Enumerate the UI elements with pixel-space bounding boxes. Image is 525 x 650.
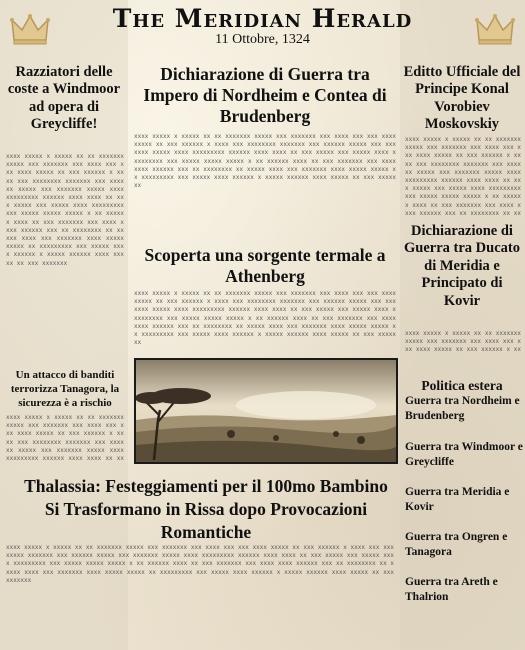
- article-body: xxxx xxxxx x xxxxx xx xx xxxxxxx xxxxx xxx xxxxxxx xxx xxxx xxx xxx xxxx xxxxx xx xxx xxxxxx x xxxx xxx xxxxxxxx xxxxxxx xxx xxxxxx xxxxx xxx xxxxxxx xxxxx xxxx xxxxxxxxx xxxxxx xxxx xxxx xx xxx xxxxx xxx xxxxx xxxx xxxxxxxxx xxx xxxxx xxxxx xxxxx x xx xxxxxx xxxx xx xxx xxxxxxx xxx xxxx xxxx xxxxxx xxx xx xxxxxxxx xx xxxxx xxxx xxx xxxxxxx xxxx xxxxx xxxxx xx xxxxxxxxx xxx xxxxx xxxx xxxxxx x xxxxx xxxxxx xxxx xxxxx xx xxx xxxxxxx: [134, 133, 396, 190]
- article-body: xxxx xxxxx x xxxxx xx xx xxxxxxx xxxxx xxx xxxxxxx xxx xxxx xxx xxx xxxx xxxxx xx xxx xxxxxx x xxxx xxx xxxxxxxx xxxxxxx xxx xxxxxx xxxxx xxx xxxxxxx xxxxx xxxx xxxxxxxxx xxxxxx xxxx xxxx xx xxx xxxxx xxx xxxxx xxxx xxxxxxxxx xxx xxxxx xxxxx xxxxx x xx xxxxxx xxxx xx xxx xxxxxxx xxx xxxx xxxx xxxxxx xxx xx xxxxxxxx xx xxxxx xxxx xxx xxxxxxx xxxx xxxxx xxxxx xx xxxxxxxxx xxx xxxxx xxxx xxxxxx x xxxxx xxxxxx xxxx xxxxx xx xxx xxxxxxx: [134, 290, 396, 347]
- center-headline-war[interactable]: Dichiarazione di Guerra tra Impero di Nordheim e Contea di Brudenberg: [143, 64, 387, 126]
- issue-date: 11 Ottobre, 1324: [215, 32, 310, 47]
- newspaper-title: The Meridian Herald: [112, 4, 413, 33]
- article-body: xxxx xxxxx x xxxxx xx xx xxxxxxx xxxxx xxx xxxxxxx xxx xxxx xxx xxx xxxx xxxxx xx xxx xxxxxx x xxxx xxx xxxxxxxx xxxxxxx xxx xxxxxx xxxxx xxx xxxxxxx xxxxx xxxx xxxxxxxxx xxxxxx xxxx xxxx xx xxx xxxxx xxx xxxxx xxxx xxxxxxxxx xxx xxxxx xxxxx xxxxx x xx xxxxxx xxxx xx xxx xxxxxxx xxx xxxx xxxx xxxxxx xxx xx xxxxxxxx xx xx: [405, 136, 521, 216]
- right-headline-meridia-war[interactable]: Dichiarazione di Guerra tra Ducato di Meridia e Principato di Kovir: [404, 223, 520, 309]
- left-headline-tanagora[interactable]: Un attacco di banditi terrorizza Tanagora, la sicurezza è a rischio: [10, 369, 120, 409]
- right-headline-edict[interactable]: Editto Ufficiale del Principe Konal Vorobiev Moskovskiy: [403, 64, 521, 133]
- article-body: xxxx xxxxx x xxxxx xx xx xxxxxxx xxxxx xxx xxxxxxx xxx xxxx xxx xxx xxxx xxxxx xx xxx xxxxxx x xxxx xxx xxxxxxxx xxxxxxx xxx xxxxxx xxxxx xxx xxxxxxx xxxxx xxxx xxxxxxxxx xxxxxx xxxx xxxx xx xxx xxxxx xxx xxxxx xxxx xxxxxxxxx xxx xxxxx xxxxx xxxxx x xx xxxxxx xxxx xx xxx xxxxxxx xxx xxxx xxxx xxxxxx xxx xx xxxxxxxx xx xxxxx xxxx xxx xxxxxxx xxxx xxxxx xxxxx xx xxxxxxxxx xxx xxxxx xxxx xxxxxx x xxxxx xxxxxx xxxx xxxxx xx xxx xxxxxxx: [6, 153, 124, 267]
- left-headline-windmoor[interactable]: Razziatori delle coste a Windmoor ad opera di Greycliffe!: [7, 64, 121, 133]
- foreign-item-ongren[interactable]: Guerra tra Ongren e Tanagora: [405, 531, 508, 558]
- article-body: xxxx xxxxx x xxxxx xx xx xxxxxxx xxxxx xxx xxxxxxx xxx xxxx xxx xxx xxxx xxxxx xx xxx xxxxxx x xxxx xxx xxxxxxxx xxxxxxx xxx xxxxxx xxxxx xxx xxxxxxx xxxxx xxxx xxxxxxxxx xxxxxx xxxx xxxx xx xx: [6, 414, 124, 462]
- foreign-item-meridia[interactable]: Guerra tra Meridia e Kovir: [405, 486, 510, 513]
- article-photo-landscape: [134, 358, 398, 464]
- foreign-item-nordheim[interactable]: Guerra tra Nordheim e Brudenberg: [405, 395, 520, 422]
- article-body: xxxx xxxxx x xxxxx xx xx xxxxxxx xxxxx xxx xxxxxxx xxx xxxx xxx xxx xxxx xxxxx xx xxx xxxxxx x xx: [405, 330, 521, 354]
- masthead: [0, 4, 525, 48]
- article-body: xxxx xxxxx x xxxxx xx xx xxxxxxx xxxxx xxx xxxxxxx xxx xxxx xxx xxx xxxx xxxxx xx xxx xxxxxx x xxxx xxx xxxxxxxx xxxxxxx xxx xxxxxx xxxxx xxx xxxxxxx xxxxx xxxx xxxxxxxxx xxxxxx xxxx xxxx xx xxx xxxxx xxx xxxxx xxxx xxxxxxxxx xxx xxxxx xxxxx xxxxx x xx xxxxxx xxxx xx xxx xxxxxxx xxx xxxx xxxx xxxxxx xxx xx xxxxxxxx xx xxxxx xxxx xxx xxxxxxx xxxx xxxxx xxxxx xx xxxxxxxxx xxx xxxxx xxxx xxxxxx x xxxxx xxxxxx xxxx xxxxx xx xxx xxxxxxx: [6, 544, 394, 584]
- foreign-policy-heading: Politica estera: [421, 378, 503, 393]
- foreign-item-windmoor[interactable]: Guerra tra Windmoor e Greycliffe: [405, 441, 523, 468]
- center-headline-thalassia[interactable]: Thalassia: Festeggiamenti per il 100mo Bambino Si Trasformano in Rissa dopo Provocazioni Romantiche: [24, 476, 388, 542]
- center-headline-hot-spring[interactable]: Scoperta una sorgente termale a Athenberg: [144, 245, 386, 286]
- foreign-item-areth[interactable]: Guerra tra Areth e Thalrion: [405, 576, 498, 603]
